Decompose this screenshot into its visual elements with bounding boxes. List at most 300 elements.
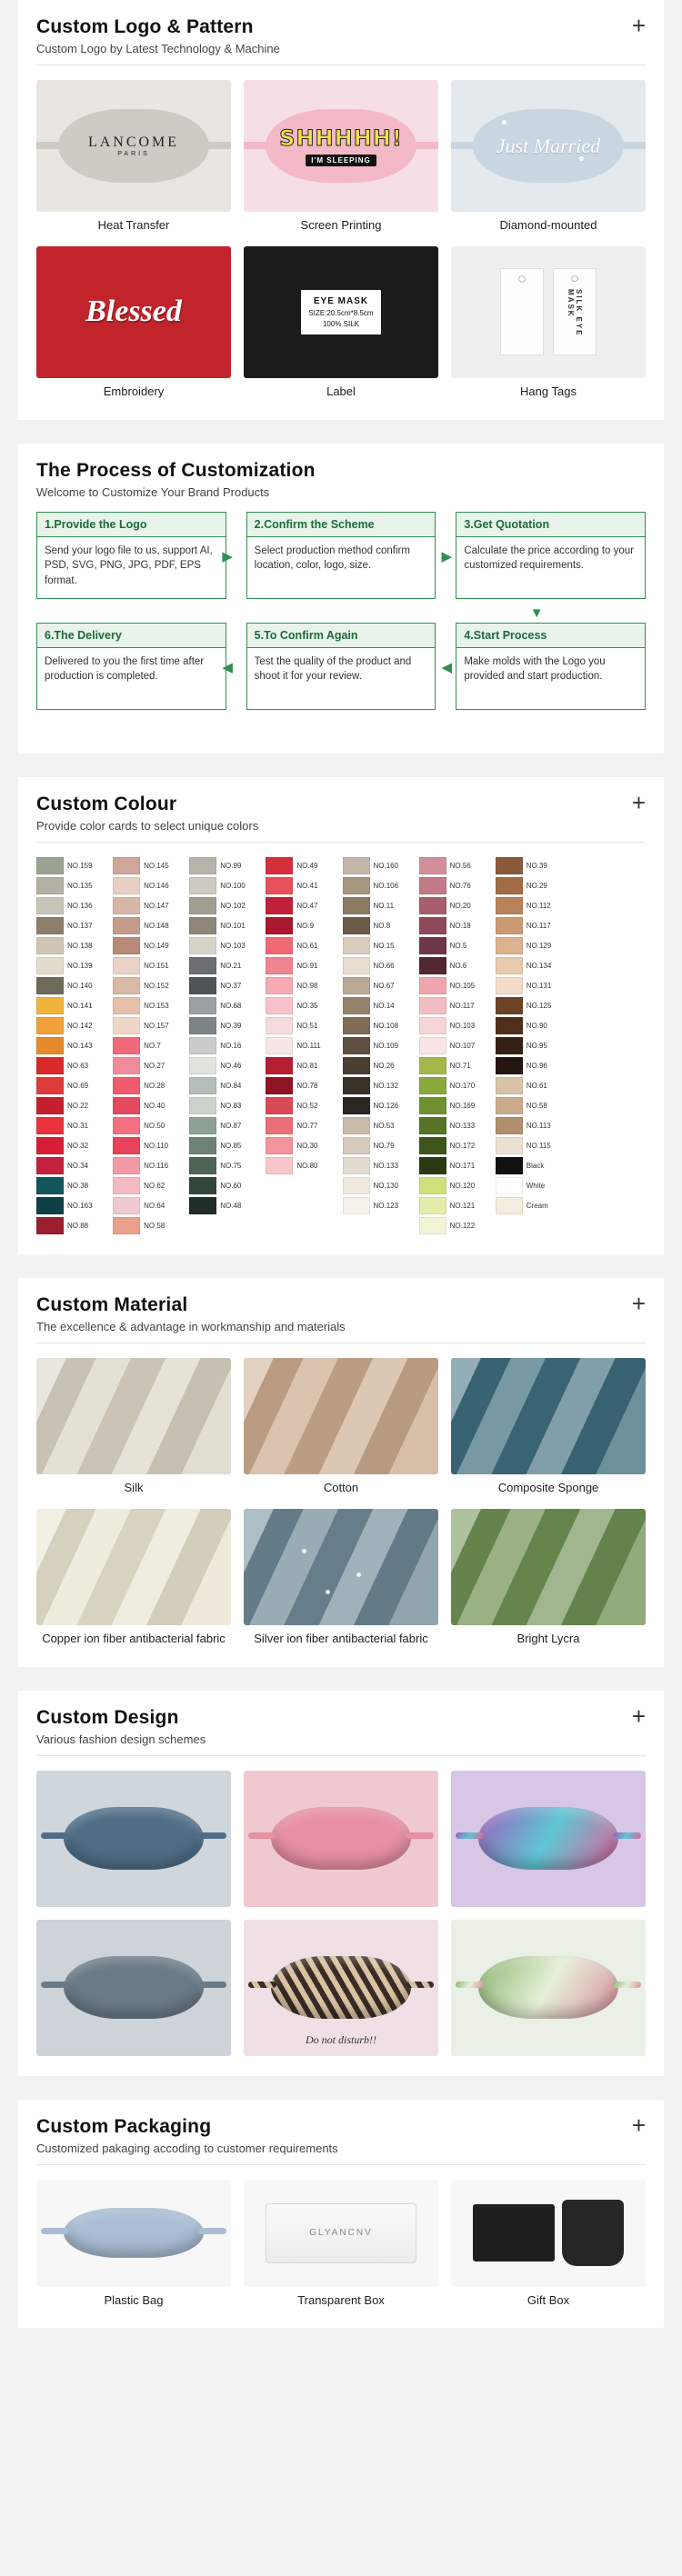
color-chip[interactable] [266,1097,293,1114]
color-chip[interactable] [496,857,523,874]
color-swatch[interactable] [419,857,493,874]
color-chip[interactable] [343,1197,370,1214]
color-chip[interactable] [36,1217,64,1234]
color-swatch[interactable] [419,1017,493,1034]
color-chip[interactable] [189,997,216,1014]
color-chip[interactable] [343,1097,370,1114]
color-chip[interactable] [266,1077,293,1094]
color-chip[interactable] [343,877,370,894]
color-chip[interactable] [496,1197,523,1214]
color-chip[interactable] [343,857,370,874]
color-chip[interactable] [36,1077,64,1094]
color-chip[interactable] [419,917,446,934]
color-swatch[interactable] [496,1057,569,1074]
color-chip[interactable] [113,1097,140,1114]
color-swatch[interactable] [266,1077,339,1094]
color-label: NO.98 [296,981,318,990]
color-chip[interactable] [496,1077,523,1094]
color-swatch[interactable] [113,917,186,934]
color-chip[interactable] [419,1217,446,1234]
color-chip[interactable] [419,877,446,894]
color-chip[interactable] [189,877,216,894]
section-title: Custom Colour [36,793,177,814]
color-swatch[interactable] [266,1057,339,1074]
color-swatch[interactable] [266,1137,339,1154]
color-chip[interactable] [36,1037,64,1054]
step-title: 6.The Delivery [37,624,226,648]
color-swatch[interactable] [113,1157,186,1174]
color-chip[interactable] [113,897,140,914]
color-label: NO.6 [449,961,467,970]
color-swatch[interactable] [343,1077,416,1094]
color-chip[interactable] [189,897,216,914]
color-chip[interactable] [343,897,370,914]
color-label: NO.81 [296,1061,318,1070]
color-swatch[interactable] [113,857,186,874]
color-chip[interactable] [266,937,293,954]
color-chip[interactable] [343,1117,370,1134]
color-swatch[interactable] [343,977,416,994]
color-swatch[interactable] [113,1217,186,1234]
color-swatch[interactable] [496,1117,569,1134]
logo-brand-text: LANCOME [87,135,180,150]
color-chip[interactable] [36,1137,64,1154]
color-chip[interactable] [496,1097,523,1114]
color-swatch[interactable] [113,937,186,954]
color-swatch[interactable] [189,1017,263,1034]
color-swatch[interactable] [496,1197,569,1214]
color-chip[interactable] [496,1017,523,1034]
section-subtitle: The excellence & advantage in workmanship and materials [36,1319,346,1333]
color-swatch[interactable] [343,937,416,954]
label-image [244,246,438,378]
color-swatch[interactable] [266,1037,339,1054]
color-chip[interactable] [419,1197,446,1214]
color-chip[interactable] [113,937,140,954]
color-chip[interactable] [113,1117,140,1134]
color-label: NO.123 [373,1201,399,1210]
color-chip[interactable] [189,1177,216,1194]
color-chip[interactable] [36,1117,64,1134]
color-chip[interactable] [36,897,64,914]
color-chip[interactable] [189,1157,216,1174]
list-item [451,2180,646,2309]
color-swatch[interactable] [113,1137,186,1154]
color-chip[interactable] [36,857,64,874]
color-label: NO.102 [220,901,246,910]
color-chip[interactable] [189,1017,216,1034]
color-swatch[interactable] [266,1117,339,1134]
color-chip[interactable] [343,937,370,954]
color-swatch[interactable] [419,1157,493,1174]
color-chip[interactable] [496,917,523,934]
color-chip[interactable] [266,897,293,914]
color-chip[interactable] [343,997,370,1014]
color-chip[interactable] [496,1157,523,1174]
color-swatch[interactable] [113,997,186,1014]
color-chip[interactable] [343,1037,370,1054]
expand-toggle-colour[interactable]: + [631,788,646,816]
color-chip[interactable] [36,977,64,994]
color-swatch[interactable] [189,957,263,974]
color-swatch[interactable] [343,1017,416,1034]
color-swatch[interactable] [496,997,569,1014]
color-swatch[interactable] [343,877,416,894]
color-swatch[interactable] [189,1137,263,1154]
color-swatch[interactable] [189,1177,263,1194]
color-chip[interactable] [113,977,140,994]
color-chip[interactable] [266,877,293,894]
color-chip[interactable] [113,997,140,1014]
color-chip[interactable] [113,877,140,894]
color-chip[interactable] [496,877,523,894]
color-swatch[interactable] [343,1037,416,1054]
color-swatch[interactable] [189,1157,263,1174]
color-swatch[interactable] [113,957,186,974]
arrow-left-icon: ◀ [222,659,233,675]
color-swatch[interactable] [419,1137,493,1154]
color-swatch[interactable] [496,1137,569,1154]
color-chip[interactable] [343,1137,370,1154]
expand-toggle-design[interactable]: + [631,1702,646,1730]
color-label: NO.51 [296,1021,318,1030]
color-chip[interactable] [343,1157,370,1174]
color-chip[interactable] [36,1177,64,1194]
color-swatch[interactable] [496,977,569,994]
expand-toggle-packaging[interactable]: + [631,2111,646,2139]
color-swatch[interactable] [343,1197,416,1214]
color-chip[interactable] [189,1117,216,1134]
woven-label [301,290,380,334]
color-swatch[interactable] [419,1117,493,1134]
color-chip[interactable] [189,1197,216,1214]
color-swatch[interactable] [343,917,416,934]
color-chip[interactable] [189,937,216,954]
color-chip[interactable] [343,1077,370,1094]
color-swatch[interactable] [496,917,569,934]
step-body: Test the quality of the product and shoot it for your review. [254,655,412,683]
color-chip[interactable] [496,1057,523,1074]
color-chip[interactable] [189,977,216,994]
color-swatch[interactable] [113,1037,186,1054]
color-swatch[interactable] [189,1037,263,1054]
color-swatch[interactable] [36,1137,110,1154]
color-swatch[interactable] [496,897,569,914]
color-chip[interactable] [266,977,293,994]
color-label: NO.87 [220,1121,242,1130]
color-swatch[interactable] [189,1077,263,1094]
color-swatch[interactable] [36,1057,110,1074]
color-chip[interactable] [496,997,523,1014]
color-chip[interactable] [189,1037,216,1054]
color-chip[interactable] [343,1057,370,1074]
color-swatch[interactable] [266,1017,339,1034]
color-chip[interactable] [419,1137,446,1154]
color-chip[interactable] [496,957,523,974]
color-chip[interactable] [36,877,64,894]
copper-ion-fabric-image [36,1509,231,1625]
color-swatch[interactable] [266,997,339,1014]
color-swatch[interactable] [343,957,416,974]
color-swatch[interactable] [36,897,110,914]
color-chip[interactable] [113,917,140,934]
color-chip[interactable] [189,1137,216,1154]
color-swatch[interactable] [266,897,339,914]
color-chip[interactable] [113,1077,140,1094]
color-swatch[interactable] [189,1057,263,1074]
color-label: NO.91 [296,961,318,970]
color-chip[interactable] [419,977,446,994]
color-swatch[interactable] [36,997,110,1014]
color-swatch[interactable] [496,857,569,874]
color-swatch[interactable] [266,977,339,994]
color-label: NO.146 [144,881,169,890]
color-swatch[interactable] [113,977,186,994]
color-swatch[interactable] [343,1157,416,1174]
color-swatch[interactable] [189,997,263,1014]
color-swatch[interactable] [419,897,493,914]
color-chip[interactable] [36,1017,64,1034]
color-chip[interactable] [419,1037,446,1054]
color-swatch[interactable] [36,1037,110,1054]
color-chip[interactable] [419,937,446,954]
color-chip[interactable] [113,1157,140,1174]
color-swatch[interactable] [36,1077,110,1094]
color-chip[interactable] [266,1037,293,1054]
color-swatch[interactable] [496,1177,569,1194]
color-swatch[interactable] [343,897,416,914]
color-swatch[interactable] [496,957,569,974]
color-label: NO.11 [373,901,395,910]
color-chip[interactable] [36,997,64,1014]
color-chip[interactable] [36,937,64,954]
color-swatch[interactable] [496,877,569,894]
color-swatch[interactable] [113,877,186,894]
color-chip[interactable] [266,1057,293,1074]
color-swatch[interactable] [189,857,263,874]
color-swatch[interactable] [419,1077,493,1094]
color-label: NO.171 [449,1161,476,1170]
color-chip[interactable] [419,1117,446,1134]
color-chip[interactable] [419,1177,446,1194]
color-label: NO.137 [67,921,93,930]
color-swatch[interactable] [36,977,110,994]
color-swatch[interactable] [36,937,110,954]
color-chip[interactable] [113,1217,140,1234]
color-swatch[interactable] [36,857,110,874]
color-chip[interactable] [496,1037,523,1054]
color-chip[interactable] [266,957,293,974]
color-chip[interactable] [496,1137,523,1154]
color-swatch[interactable] [36,877,110,894]
color-chip[interactable] [419,897,446,914]
color-label: NO.26 [373,1061,395,1070]
color-swatch[interactable] [113,1057,186,1074]
color-swatch[interactable] [419,997,493,1014]
color-chip[interactable] [113,1037,140,1054]
color-chip[interactable] [113,1177,140,1194]
color-chip[interactable] [419,1077,446,1094]
color-swatch[interactable] [36,1197,110,1214]
color-swatch[interactable] [343,857,416,874]
color-chip[interactable] [189,1057,216,1074]
color-chip[interactable] [36,1197,64,1214]
color-label: NO.130 [373,1181,399,1190]
color-chip[interactable] [36,917,64,934]
color-swatch[interactable] [343,997,416,1014]
color-chip[interactable] [36,1157,64,1174]
color-chip[interactable] [496,977,523,994]
color-swatch[interactable] [343,1057,416,1074]
color-swatch[interactable] [419,1097,493,1114]
color-swatch[interactable] [266,1097,339,1114]
color-swatch[interactable] [343,1097,416,1114]
color-chip[interactable] [496,937,523,954]
color-label: NO.9 [296,921,315,930]
color-label: NO.103 [449,1021,476,1030]
color-chip[interactable] [189,917,216,934]
color-swatch[interactable] [36,1217,110,1234]
color-swatch[interactable] [419,877,493,894]
color-swatch[interactable] [36,1177,110,1194]
color-label: NO.35 [296,1001,318,1010]
color-chip[interactable] [419,997,446,1014]
color-swatch[interactable] [419,1057,493,1074]
color-swatch[interactable] [113,1077,186,1094]
color-chip[interactable] [113,957,140,974]
color-chip[interactable] [113,1197,140,1214]
color-swatch[interactable] [36,1017,110,1034]
color-chip[interactable] [189,957,216,974]
step-title: 2.Confirm the Scheme [247,513,436,537]
color-label: NO.29 [526,881,547,890]
color-label: NO.62 [144,1181,165,1190]
color-swatch[interactable] [189,1117,263,1134]
color-chip[interactable] [113,857,140,874]
color-chip[interactable] [36,1097,64,1114]
color-chip[interactable] [419,957,446,974]
color-chip[interactable] [266,1017,293,1034]
color-swatch[interactable] [189,917,263,934]
color-swatch[interactable] [496,1097,569,1114]
color-chip[interactable] [189,1077,216,1094]
color-label: NO.113 [526,1121,551,1130]
color-swatch[interactable] [113,1117,186,1134]
expand-toggle-logo[interactable]: + [631,12,646,39]
color-chip[interactable] [266,857,293,874]
color-chip[interactable] [419,1057,446,1074]
color-swatch[interactable] [419,1197,493,1214]
color-swatch[interactable] [189,897,263,914]
list-item [451,1358,646,1496]
color-swatch[interactable] [113,1197,186,1214]
color-swatch[interactable] [419,977,493,994]
color-swatch[interactable] [419,1037,493,1054]
color-chip[interactable] [343,1177,370,1194]
color-swatch[interactable] [496,1157,569,1174]
color-chip[interactable] [496,897,523,914]
color-chip[interactable] [36,1057,64,1074]
color-swatch[interactable] [419,957,493,974]
list-item [36,246,231,400]
color-chip[interactable] [343,977,370,994]
color-swatch[interactable] [36,1117,110,1134]
color-swatch[interactable] [36,917,110,934]
color-swatch[interactable] [343,1117,416,1134]
color-swatch[interactable] [343,1137,416,1154]
color-label: NO.49 [296,861,318,870]
color-swatch[interactable] [266,877,339,894]
color-chip[interactable] [189,857,216,874]
color-swatch[interactable] [496,937,569,954]
color-swatch[interactable] [419,1217,493,1234]
color-chip[interactable] [419,1017,446,1034]
section-custom-logo [18,0,664,420]
color-swatch[interactable] [113,1177,186,1194]
color-swatch[interactable] [36,1157,110,1174]
color-swatch[interactable] [113,1097,186,1114]
color-swatch[interactable] [189,877,263,894]
color-swatch[interactable] [496,1017,569,1034]
color-chip[interactable] [266,1137,293,1154]
color-chip[interactable] [343,957,370,974]
color-chip[interactable] [266,997,293,1014]
color-chip[interactable] [266,1157,293,1174]
color-swatch[interactable] [343,1177,416,1194]
section-subtitle: Welcome to Customize Your Brand Products [36,484,270,499]
color-chip[interactable] [113,1017,140,1034]
heat-transfer-image [36,80,231,212]
color-swatch[interactable] [266,937,339,954]
expand-toggle-material[interactable]: + [631,1289,646,1317]
design-image-5 [244,1920,438,2056]
color-label: NO.61 [526,1081,547,1090]
color-swatch[interactable] [189,1097,263,1114]
color-swatch[interactable] [266,917,339,934]
color-chip[interactable] [419,1097,446,1114]
color-chip[interactable] [113,1057,140,1074]
color-swatch[interactable] [419,1177,493,1194]
color-chip[interactable] [419,857,446,874]
color-swatch[interactable] [189,937,263,954]
color-swatch[interactable] [113,897,186,914]
color-chip[interactable] [343,917,370,934]
color-chip[interactable] [266,1117,293,1134]
color-chip[interactable] [36,957,64,974]
color-swatch[interactable] [113,1017,186,1034]
color-chip[interactable] [343,1017,370,1034]
color-swatch[interactable] [36,1097,110,1114]
color-chip[interactable] [496,1177,523,1194]
color-chip[interactable] [189,1097,216,1114]
color-swatch[interactable] [266,857,339,874]
color-label: NO.58 [526,1101,547,1110]
color-swatch[interactable] [496,1077,569,1094]
color-swatch[interactable] [419,937,493,954]
color-chip[interactable] [113,1137,140,1154]
step-body: Delivered to you the first time after production is completed. [45,655,205,683]
color-swatch[interactable] [496,1037,569,1054]
color-swatch[interactable] [189,977,263,994]
color-swatch[interactable] [266,957,339,974]
color-chip[interactable] [419,1157,446,1174]
color-swatch[interactable] [36,957,110,974]
color-swatch[interactable] [419,917,493,934]
color-swatch[interactable] [189,1197,263,1214]
color-swatch[interactable] [266,1157,339,1174]
color-chip[interactable] [266,917,293,934]
color-chip[interactable] [496,1117,523,1134]
